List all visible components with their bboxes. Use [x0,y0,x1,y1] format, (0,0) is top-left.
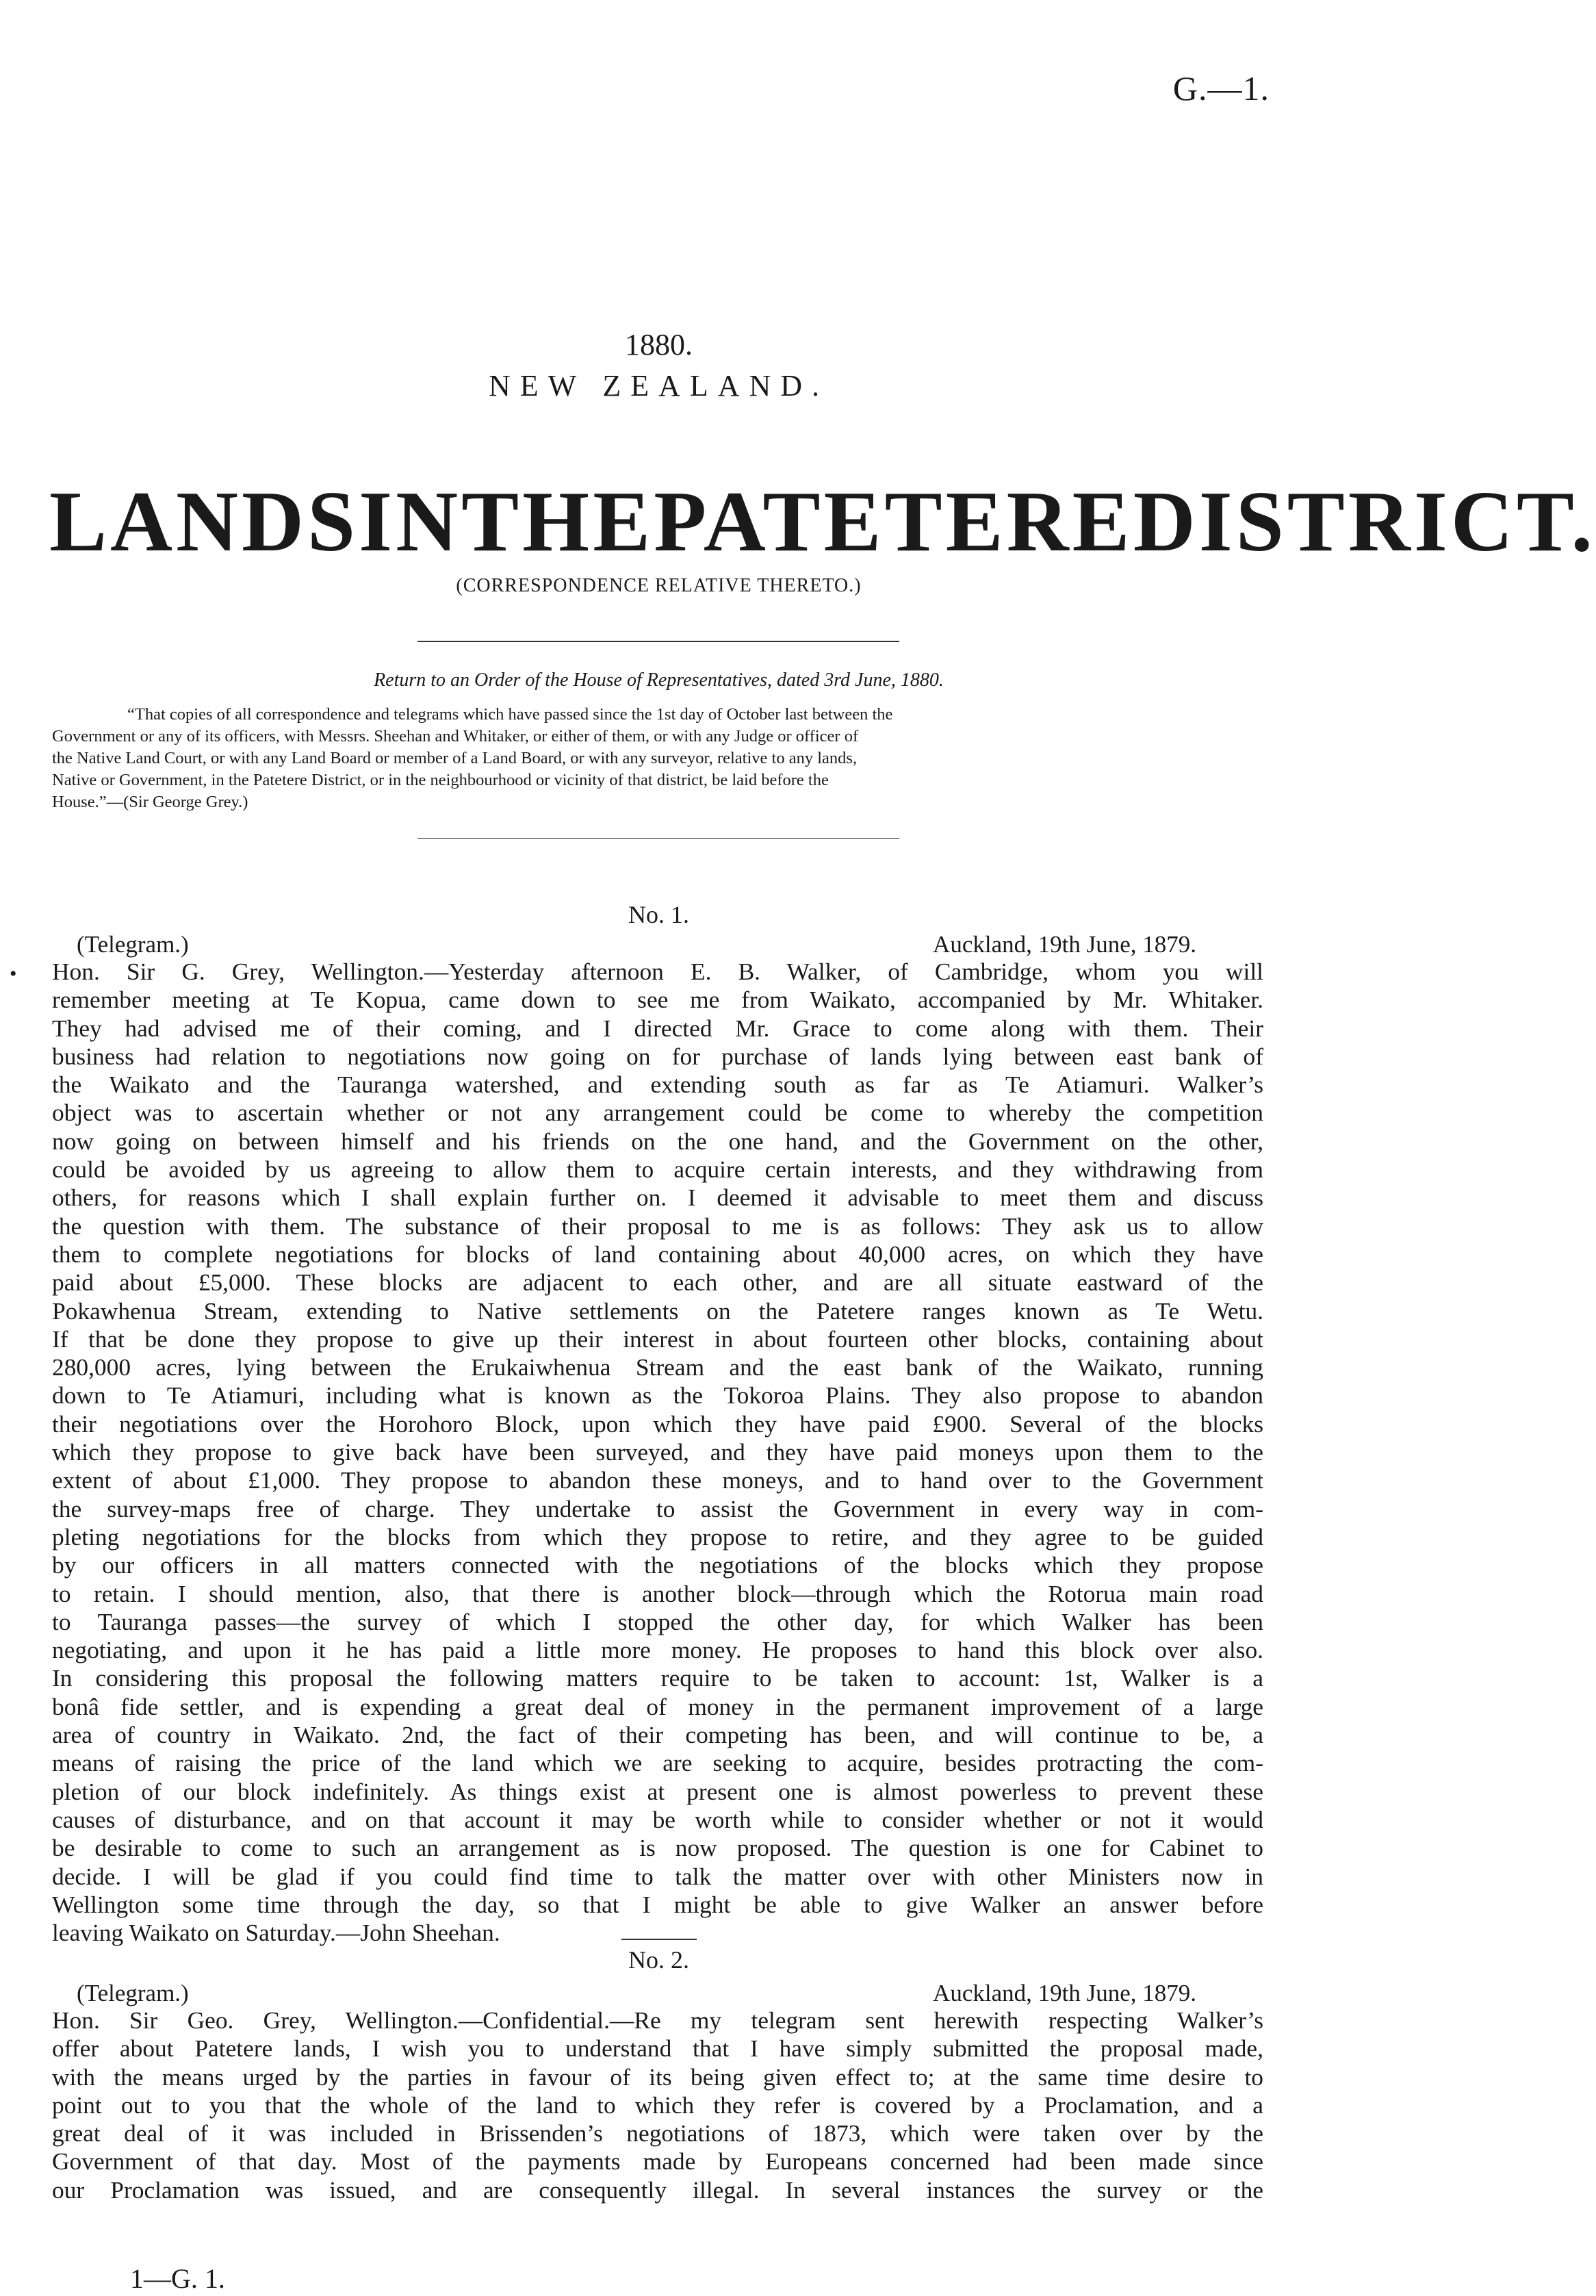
body-line: offer about Patetere lands, I wish you to understand that I have simply submitted the proposal made, [52,2034,1263,2063]
footer-reference: 1—G. 1. [130,2263,225,2294]
quote-line: House.”—(Sir George Grey.) [52,793,248,811]
body-line: could be avoided by us agreeing to allow them to acquire certain interests, and they withdrawing from [52,1156,1263,1184]
title-word: PATETERE [654,474,1133,570]
country-heading: NEW ZEALAND. [488,369,829,403]
order-quote [52,704,1263,813]
body-line: object was to ascertain whether or not any arrangement could be come to whereby the competition [52,1099,1263,1127]
quote-line: Native or Government, in the Patetere District, or in the neighbourhood or vicinity of that district, be laid before the [52,771,829,789]
divider [417,838,899,839]
body-line: the survey-maps free of charge. They undertake to assist the Government in every way in com- [52,1494,1263,1522]
telegram-label: (Telegram.) [77,1980,189,2006]
section-body [52,958,1263,1947]
body-line: bonâ fide settler, and is expending a great deal of money in the permanent improvement of a large [52,1692,1263,1720]
body-line: them to complete negotiations for blocks of land containing about 40,000 acres, on which they have [52,1240,1263,1268]
telegram-label: (Telegram.) [77,931,189,958]
body-line: by our officers in all matters connected with the negotiations of the blocks which they propose [52,1551,1263,1579]
body-line: means of raising the price of the land which we are seeking to acquire, besides protracting the com- [52,1749,1263,1777]
body-line: to retain. I should mention, also, that there is another block—through which the Rotorua main road [52,1579,1263,1607]
divider [621,1939,697,1940]
body-line: Government of that day. Most of the payments made by Europeans concerned had been made since [52,2147,1263,2176]
quote-line: Government or any of its officers, with Messrs. Sheehan and Whitaker, or either of them, or with any Judge or officer of [52,727,859,745]
document-subtitle: (CORRESPONDENCE RELATIVE THERETO.) [456,575,862,596]
body-line: Wellington some time through the day, so that I might be able to give Walker an answer before [52,1890,1263,1918]
title-word: DISTRICT. [1133,474,1596,570]
body-line: great deal of it was included in Brissenden’s negotiations of 1873, which were taken over by the [52,2119,1263,2147]
section-heading: No. 2. [628,1946,689,1974]
body-line: pletion of our block indefinitely. As things exist at present one is almost powerless to prevent these [52,1777,1263,1805]
body-line: which they propose to give back have been surveyed, and they have paid moneys upon them to the [52,1438,1263,1466]
body-line: If that be done they propose to give up their interest in about fourteen other blocks, containing about [52,1325,1263,1353]
return-order-line: Return to an Order of the House of Representatives, dated 3rd June, 1880. [374,669,944,691]
title-word: THE [461,474,654,570]
body-line: In considering this proposal the following matters require to be taken to account: 1st, Walker is a [52,1664,1263,1692]
body-line: extent of about £1,000. They propose to abandon these moneys, and to hand over to the Government [52,1466,1263,1494]
body-line: business had relation to negotiations now going on for purchase of lands lying between east bank of [52,1042,1263,1070]
body-line: paid about £5,000. These blocks are adjacent to each other, and are all situate eastward of the [52,1268,1263,1297]
body-line: our Proclamation was issued, and are consequently illegal. In several instances the survey or the [52,2176,1263,2204]
body-line: with the means urged by the parties in favour of its being given effect to; at the same time desire to [52,2063,1263,2091]
title-word: LANDS [49,474,359,570]
margin-mark: • [10,962,17,985]
divider [417,641,899,642]
telegram-header [77,1980,1196,2007]
section-heading: No. 1. [628,901,689,928]
body-line: their negotiations over the Horohoro Block, upon which they have paid £900. Several of the blocks [52,1410,1263,1438]
body-line: area of country in Waikato. 2nd, the fact of their competing has been, and will continue to be, a [52,1721,1263,1749]
body-line: others, for reasons which I shall explain further on. I deemed it advisable to meet them and discuss [52,1184,1263,1212]
section-body [52,2006,1263,2204]
quote-line: the Native Land Court, or with any Land Board or member of a Land Board, or with any surveyor, relative to any lands, [52,749,858,767]
body-line: causes of disturbance, and on that account it may be worth while to consider whether or not it would [52,1805,1263,1833]
body-line: 280,000 acres, lying between the Erukaiwhenua Stream and the east bank of the Waikato, running [52,1353,1263,1381]
title-word: IN [359,474,462,570]
body-line: be desirable to come to such an arrangement as is now proposed. The question is one for Cabinet to [52,1834,1263,1862]
body-line: They had advised me of their coming, and I directed Mr. Grace to come along with them. Their [52,1014,1263,1042]
body-line: down to Te Atiamuri, including what is known as the Tokoroa Plains. They also propose to abandon [52,1381,1263,1410]
page-reference: G.—1. [1172,69,1270,107]
body-line: to Tauranga passes—the survey of which I stopped the other day, for which Walker has been [52,1607,1263,1635]
body-line: negotiating, and upon it he has paid a little more money. He proposes to hand this block over also. [52,1636,1263,1664]
telegram-place-date: Auckland, 19th June, 1879. [933,1980,1196,2006]
body-line: remember meeting at Te Kopua, came down to see me from Waikato, accompanied by Mr. Whitaker. [52,986,1263,1014]
body-line: Hon. Sir G. Grey, Wellington.—Yesterday afternoon E. B. Walker, of Cambridge, whom you will [52,958,1263,985]
body-line: the question with them. The substance of their proposal to me is as follows: They ask us to allow [52,1212,1263,1240]
body-line: now going on between himself and his friends on the one hand, and the Government on the other, [52,1127,1263,1155]
body-line: pleting negotiations for the blocks from which they propose to retire, and they agree to be guided [52,1522,1263,1551]
body-line: Hon. Sir Geo. Grey, Wellington.—Confidential.—Re my telegram sent herewith respecting Walker’s [52,2006,1263,2034]
body-line: leaving Waikato on Saturday.—John Sheehan. [52,1919,500,1947]
telegram-header [77,931,1196,958]
document-title [49,474,1596,570]
quote-line: “That copies of all correspondence and telegrams which have passed since the 1st day of October last between the [127,705,893,724]
body-line: Pokawhenua Stream, extending to Native settlements on the Patetere ranges known as Te Wetu. [52,1297,1263,1325]
body-line: the Waikato and the Tauranga watershed, and extending south as far as Te Atiamuri. Walker’s [52,1071,1263,1099]
document-year: 1880. [625,328,693,361]
body-line: point out to you that the whole of the land to which they refer is covered by a Proclamation, and a [52,2091,1263,2119]
body-line: decide. I will be glad if you could find time to talk the matter over with other Ministers now in [52,1862,1263,1890]
telegram-place-date: Auckland, 19th June, 1879. [933,931,1196,958]
